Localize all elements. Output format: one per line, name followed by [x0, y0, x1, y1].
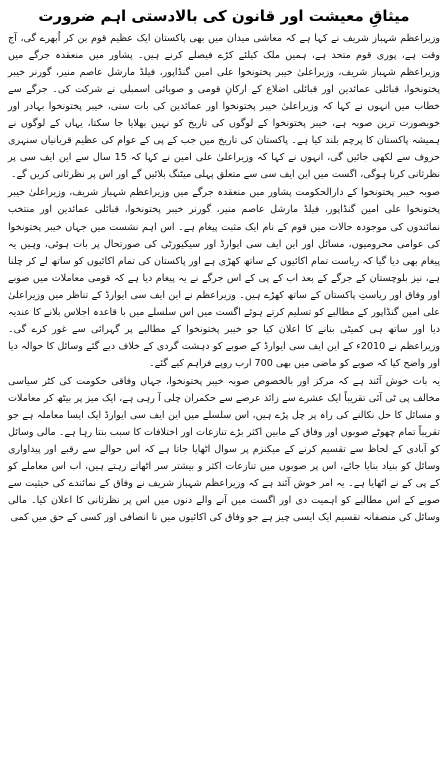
- editorial-paragraph-1: وزیراعظم شہباز شریف نے کہا ہے کہ معاشی میدان میں بھی پاکستان ایک عظیم قوم بن کر اُبھرے گی، آج وقت ہے، پوری قوم متحد ہے، ہمیں ملک کیلئے کڑے فیصلے کرنے ہیں۔ پشاور میں منعقدہ جرگے میں وزیراعظم شہباز شریف، وزیراعلیٰ خیبر پختونخوا علی امین گنڈاپور، فیلڈ مارشل عاصم منیر، گورنر خیبر پختونخوا، قبائلی عمائدین اور قبائلی اضلاع کے ارکانِ قومی و صوبائی اسمبلی نے شرکت کی۔ جرگے سے خطاب میں انہوں نے کہا کہ وزیراعلیٰ خیبر پختونخوا اور عمائدین کی بات سنی، خیبر پختونخوا بہادر اور خوبصورت ترین صوبہ ہے، خیبر پختونخوا کے لوگوں کی تاریخ کو نہیں بھلایا جا سکتا، یہاں کے لوگوں نے ہمیشہ پاکستان کا پرچم بلند کیا ہے۔ پاکستان کی تاریخ میں جب کے پی کے عوام کی عظیم قربانیاں سنہری حروف سے لکھی جائیں گی، انہوں نے کہا کہ وزیراعلیٰ علی امین نے کہا کہ 15 سال سے این ایف سی پر نظرثانی کرنا ہوگی، اگست میں این ایف سی سے متعلق پہلی میٹنگ بلائیں گے اور اس پر نظرثانی کریں گے۔: [8, 33, 441, 181]
- editorial-paragraph-2: صوبہ خیبر پختونخوا کے دارالحکومت پشاور میں منعقدہ جرگے میں وزیراعظم شہباز شریف، وزیراعلیٰ خیبر پختونخوا علی امین گنڈاپور، فیلڈ مارشل عاصم منیر، گورنر خیبر پختونخوا، قبائلی عمائدین اور منتخب نمائندوں کی موجودہ حالات میں قوم کے نام ایک مثبت پیغام ہے۔ اس اہم نشست میں جہاں خیبر پختونخوا کی عوامی محرومیوں، مسائل اور این ایف سی ایوارڈ اور سیکیورٹی کی صورتحال پر بات ہوئی، وہیں یہ پیغام بھی دیا گیا کہ ریاست تمام اکائیوں کے ساتھ کھڑی ہے اور پاکستان کی تمام اکائیوں کو ساتھ لے کر چلنا ہے، نیز بلوچستان کے جرگے کے بعد اب کے پی کے اس جرگے نے یہ پیغام دیا ہے کہ قومی معاملات میں صوبے اور وفاق اور ریاستِ پاکستان کے ساتھ کھڑے ہیں۔ وزیراعظم نے این ایف سی ایوارڈ کے تناظر میں وزیراعلیٰ علی امین گنڈاپور کے مطالبے کو تسلیم کرتے ہوئے اگست میں اس سلسلے میں با قاعدہ اجلاس بلانے کا عندیہ دیا اور ساتھ ہی کمیٹی بنانے کا اعلان کیا جو خیبر پختونخوا کے مطالبے پر گہرائی سے غور کرے گی۔ وزیراعظم نے 2010ء کے این ایف سی ایوارڈ کے صوبے کو دہشت گردی کے خلاف دیے گئے وسائل کا حوالہ دیا اور واضح کیا کہ صوبے کو ماضی میں بھی 700 ارب روپے فراہم کیے گئے۔: [8, 187, 441, 369]
- editorial-headline: میثاقِ معیشت اور قانون کی بالادستی اہم ضرورت: [38, 7, 410, 25]
- editorial-paragraph-3: یہ بات خوش آئند ہے کہ مرکز اور بالخصوص صوبہ خیبر پختونخوا، جہاں وفاقی حکومت کی کٹر سیاسی مخالف پی ٹی آئی تقریباً ایک عشرے سے زائد عرصے سے حکمران چلی آ رہی ہے، ایک میز پر بیٹھ کر معاملات و مسائل کا حل نکالنے کی راہ پر چل پڑے ہیں، اس سلسلے میں این ایف سی ایوارڈ ایک ایسا معاملہ ہے جو تقریباً تمام چھوٹے صوبوں اور وفاق کے مابین اکثر بڑے تنازعات اور اختلافات کا سبب بنتا رہا ہے۔ مالی وسائل کو آبادی کے لحاظ سے تقسیم کرنے کے میکنزم پر سوال اٹھایا جاتا ہے کہ اس حوالے سے رقبے اور پیداواری وسائل کو بنیاد بنایا جائے، اس پر صوبوں میں تنازعات اکثر و بیشتر سر اٹھاتے رہتے ہیں، اب اس معاملے کو کے پی کے نے اٹھایا ہے۔ یہ امر خوش آئند ہے کہ وزیراعظم شہباز شریف نے وفاق کے نمائندے کی حیثیت سے صوبے کے اس مطالبے کو اہمیت دی اور اگست میں آنے والے دنوں میں اس پر نظرثانی کا اعلان کیا۔ مالی وسائل کی منصفانہ تقسیم ایک ایسی چیز ہے جو وفاق کی اکائیوں میں نا انصافی اور کسی کے حق میں کمی: [8, 375, 440, 524]
